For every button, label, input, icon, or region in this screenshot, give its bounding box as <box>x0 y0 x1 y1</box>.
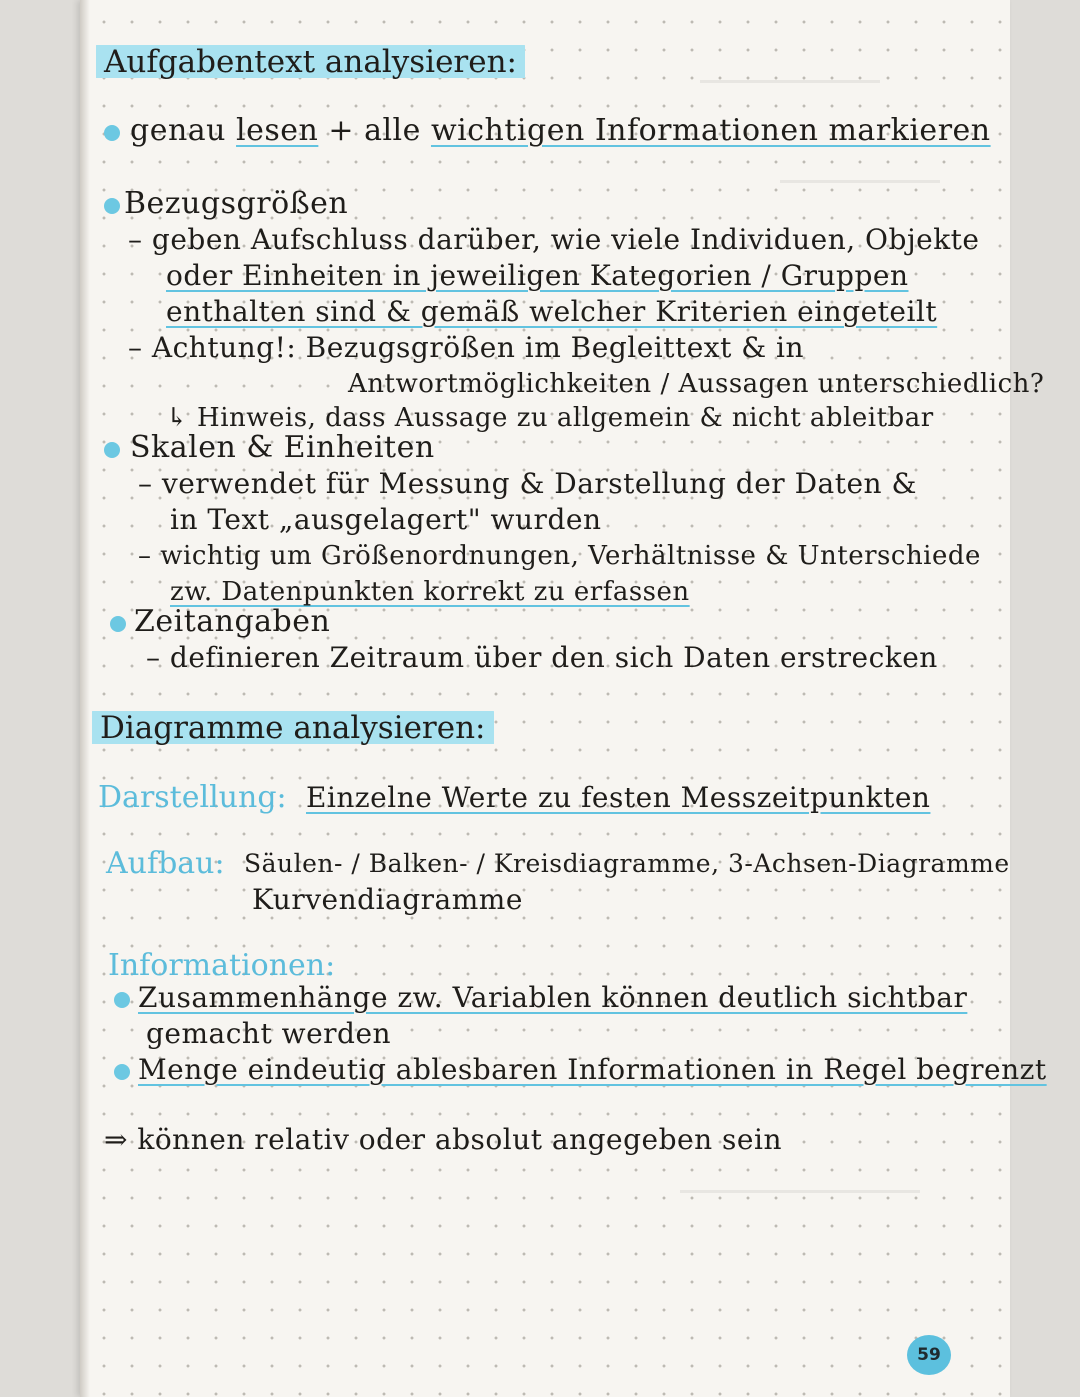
bullet-dot <box>104 198 120 214</box>
bezug-line-2: oder Einheiten in jeweiligen Kategorien / Gruppen <box>166 259 909 292</box>
darstellung-label: Darstellung: <box>98 780 287 815</box>
info-item-2: Menge eindeutig ablesbaren Informationen in Regel begrenzt <box>138 1053 1047 1086</box>
zeit-title: Zeitangaben <box>134 604 331 639</box>
skalen-line-2: in Text „ausgelagert" wurden <box>170 503 602 536</box>
intro-part-2: lesen <box>236 113 319 148</box>
bullet-dot <box>114 1064 130 1080</box>
bullet-dot <box>110 616 126 632</box>
info-item-1b: gemacht werden <box>146 1017 392 1050</box>
page-number: 59 <box>907 1335 951 1375</box>
darstellung-text: Einzelne Werte zu festen Messzeitpunkten <box>306 781 931 814</box>
bullet-dot <box>114 992 130 1008</box>
bullet-dot <box>104 125 120 141</box>
zeit-line-1: – definieren Zeitraum über den sich Daten erstrecken <box>146 641 938 674</box>
section-heading-aufgabentext: Aufgabentext analysieren: <box>96 42 525 82</box>
intro-part-3: + <box>318 113 365 148</box>
intro-part-4: alle <box>364 113 421 148</box>
bezug-line-5: Antwortmöglichkeiten / Aussagen unterschiedlich? <box>348 369 1045 399</box>
bezug-title: Bezugsgrößen <box>124 186 349 221</box>
aufbau-line-1: Säulen- / Balken- / Kreisdiagramme, 3-Achsen-Diagramme <box>244 849 1010 878</box>
conclusion-line: ⇒ können relativ oder absolut angegeben sein <box>104 1123 782 1156</box>
aufbau-label: Aufbau: <box>106 846 225 881</box>
informationen-label: Informationen: <box>108 948 336 983</box>
bleed-through-mark <box>680 1190 920 1193</box>
skalen-line-1: – verwendet für Messung & Darstellung der Daten & <box>138 467 917 500</box>
bezug-line-4: – Achtung!: Bezugsgrößen im Begleittext & in <box>128 331 805 364</box>
intro-part-6: wichtigen Informationen markieren <box>430 113 991 148</box>
skalen-line-3: – wichtig um Größenordnungen, Verhältnisse & Unterschiede <box>138 541 981 571</box>
bullet-dot <box>104 442 120 458</box>
bleed-through-mark <box>780 180 940 183</box>
intro-line <box>130 113 991 149</box>
skalen-title: Skalen & Einheiten <box>130 430 435 465</box>
bezug-line-3: enthalten sind & gemäß welcher Kriterien eingeteilt <box>166 295 938 328</box>
notebook-page <box>80 0 1047 1397</box>
bezug-line-6: ↳ Hinweis, dass Aussage zu allgemein & nicht ableitbar <box>166 403 934 433</box>
page-spine-shadow <box>80 0 90 1397</box>
section-heading-diagramme: Diagramme analysieren: <box>92 708 494 748</box>
intro-part-5 <box>421 113 431 148</box>
aufbau-line-2: Kurvendiagramme <box>252 883 523 916</box>
bleed-through-mark <box>700 80 880 83</box>
skalen-line-4: zw. Datenpunkten korrekt zu erfassen <box>170 577 690 607</box>
intro-part-1: genau <box>130 113 237 148</box>
info-item-1a: Zusammenhänge zw. Variablen können deutlich sichtbar <box>138 981 968 1014</box>
bezug-line-1: – geben Aufschluss darüber, wie viele Individuen, Objekte <box>128 223 980 256</box>
